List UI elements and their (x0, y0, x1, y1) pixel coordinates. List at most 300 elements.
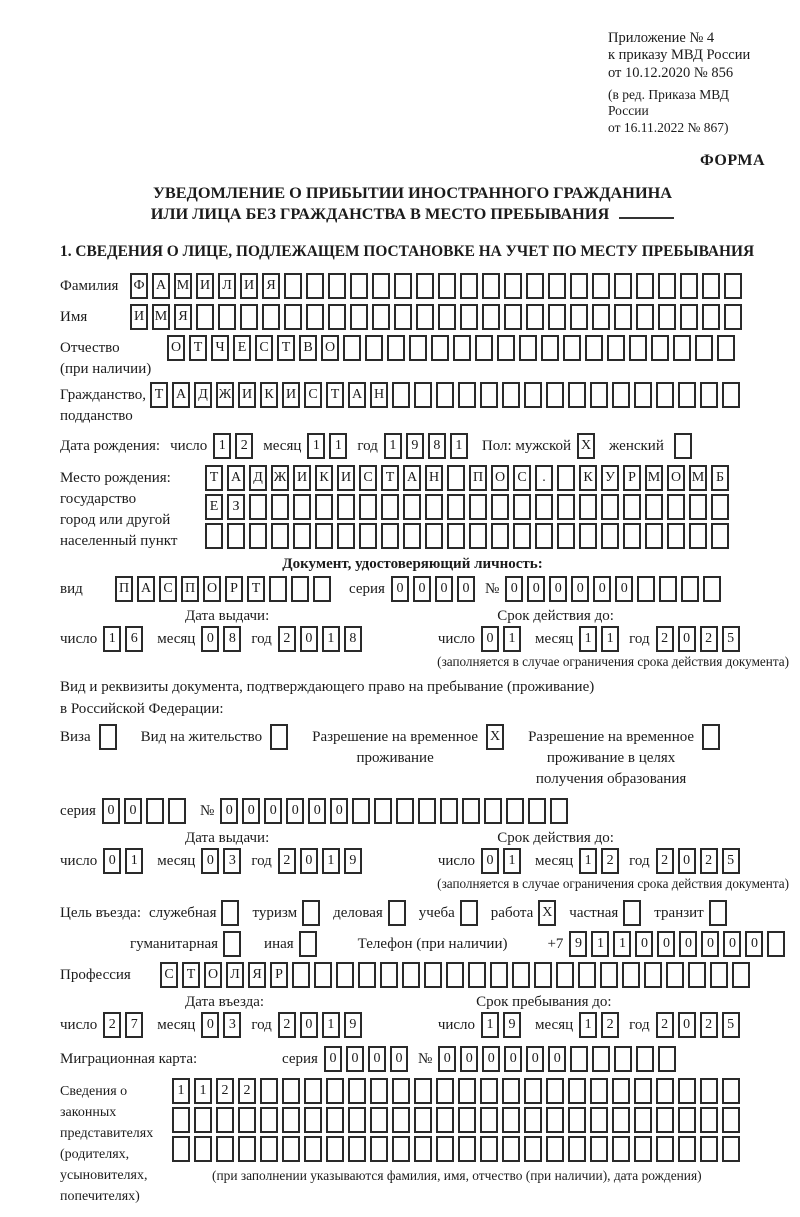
permit-number-cell[interactable]: 0 (308, 798, 326, 824)
surname-cell[interactable] (372, 273, 390, 299)
purpose-humanitarian-cell[interactable] (223, 931, 241, 957)
birth-place-cell[interactable] (337, 523, 355, 549)
citizenship-cell[interactable]: А (348, 382, 366, 408)
citizenship-cell[interactable] (634, 382, 652, 408)
given-name-cell[interactable] (614, 304, 632, 330)
birth-place-cell[interactable]: Е (205, 494, 223, 520)
purpose-work-cell[interactable]: X (538, 900, 556, 926)
birth-place-cell[interactable] (579, 523, 597, 549)
doc-number-cell[interactable]: 0 (527, 576, 545, 602)
representatives-cell[interactable] (634, 1136, 652, 1162)
entry-month-cell[interactable]: 3 (223, 1012, 241, 1038)
education-checkbox-cell[interactable] (702, 724, 720, 750)
birth-place-cell[interactable] (491, 494, 509, 520)
surname-cell[interactable] (680, 273, 698, 299)
doc-issue-month-cell[interactable]: 8 (223, 626, 241, 652)
representatives-cell[interactable] (568, 1107, 586, 1133)
birth-place-cell[interactable] (447, 494, 465, 520)
surname-cell[interactable] (548, 273, 566, 299)
stay-day-cell[interactable]: 1 (481, 1012, 499, 1038)
given-name-cell[interactable] (658, 304, 676, 330)
representatives-cell[interactable] (436, 1107, 454, 1133)
representatives-cell[interactable] (700, 1078, 718, 1104)
doc-number-cell[interactable]: 0 (549, 576, 567, 602)
birth-place-cell[interactable] (359, 523, 377, 549)
representatives-cell[interactable] (216, 1107, 234, 1133)
surname-cell[interactable] (482, 273, 500, 299)
birth-place-cell[interactable]: А (403, 465, 421, 491)
representatives-cell[interactable] (194, 1107, 212, 1133)
representatives-cell[interactable] (326, 1107, 344, 1133)
representatives-cell[interactable] (722, 1136, 740, 1162)
citizenship-cell[interactable]: И (238, 382, 256, 408)
birth-place-cell[interactable]: С (359, 465, 377, 491)
entry-year-cell[interactable]: 9 (344, 1012, 362, 1038)
patronymic-cell[interactable]: О (167, 335, 185, 361)
given-name-cell[interactable] (482, 304, 500, 330)
citizenship-cell[interactable] (414, 382, 432, 408)
migration-number-cell[interactable]: 0 (482, 1046, 500, 1072)
representatives-cell[interactable] (304, 1078, 322, 1104)
citizenship-cell[interactable]: Т (326, 382, 344, 408)
citizenship-cell[interactable] (568, 382, 586, 408)
migration-series-cell[interactable]: 0 (368, 1046, 386, 1072)
birth-place-cell[interactable] (601, 494, 619, 520)
doc-issue-year-cell[interactable]: 2 (278, 626, 296, 652)
representatives-cell[interactable] (678, 1136, 696, 1162)
doc-number-cell[interactable] (659, 576, 677, 602)
profession-cell[interactable] (468, 962, 486, 988)
doc-kind-cell[interactable] (291, 576, 309, 602)
birth-place-cell[interactable] (359, 494, 377, 520)
birth-place-cell[interactable] (557, 465, 575, 491)
citizenship-cell[interactable] (436, 382, 454, 408)
given-name-cell[interactable] (724, 304, 742, 330)
representatives-cell[interactable] (282, 1136, 300, 1162)
patronymic-cell[interactable]: О (321, 335, 339, 361)
profession-cell[interactable] (512, 962, 530, 988)
citizenship-cell[interactable] (480, 382, 498, 408)
birth-place-cell[interactable] (513, 523, 531, 549)
citizenship-cell[interactable] (612, 382, 630, 408)
birth-place-cell[interactable] (689, 523, 707, 549)
surname-cell[interactable] (438, 273, 456, 299)
migration-number-cell[interactable]: 0 (504, 1046, 522, 1072)
doc-issue-year-cell[interactable]: 0 (300, 626, 318, 652)
patronymic-cell[interactable]: Ч (211, 335, 229, 361)
surname-cell[interactable] (394, 273, 412, 299)
given-name-cell[interactable] (372, 304, 390, 330)
birth-place-cell[interactable] (249, 494, 267, 520)
surname-cell[interactable] (504, 273, 522, 299)
patronymic-cell[interactable] (695, 335, 713, 361)
permit-valid-year-cell[interactable]: 5 (722, 848, 740, 874)
birth-place-cell[interactable] (293, 523, 311, 549)
permit-number-cell[interactable] (528, 798, 546, 824)
doc-valid-year-cell[interactable]: 0 (678, 626, 696, 652)
permit-number-cell[interactable] (396, 798, 414, 824)
profession-cell[interactable] (314, 962, 332, 988)
birth-place-cell[interactable] (227, 523, 245, 549)
purpose-private-cell[interactable] (623, 900, 641, 926)
representatives-cell[interactable] (546, 1136, 564, 1162)
stay-year-cell[interactable]: 0 (678, 1012, 696, 1038)
given-name-cell[interactable] (636, 304, 654, 330)
birth-place-cell[interactable]: З (227, 494, 245, 520)
patronymic-cell[interactable] (431, 335, 449, 361)
representatives-cell[interactable] (238, 1107, 256, 1133)
patronymic-cell[interactable] (497, 335, 515, 361)
citizenship-cell[interactable] (722, 382, 740, 408)
doc-series-cell[interactable]: 0 (435, 576, 453, 602)
surname-cell[interactable] (460, 273, 478, 299)
representatives-cell[interactable] (656, 1078, 674, 1104)
birth-place-cell[interactable]: М (645, 465, 663, 491)
representatives-cell[interactable] (326, 1078, 344, 1104)
representatives-cell[interactable] (348, 1078, 366, 1104)
birth-place-cell[interactable] (381, 494, 399, 520)
birth-month-cell[interactable]: 1 (307, 433, 325, 459)
representatives-cell[interactable] (634, 1107, 652, 1133)
birth-place-cell[interactable] (469, 494, 487, 520)
representatives-cell[interactable] (546, 1107, 564, 1133)
representatives-cell[interactable] (700, 1136, 718, 1162)
representatives-cell[interactable] (458, 1107, 476, 1133)
representatives-cell[interactable] (480, 1078, 498, 1104)
patronymic-cell[interactable] (387, 335, 405, 361)
birth-place-cell[interactable]: П (469, 465, 487, 491)
doc-valid-month-cell[interactable]: 1 (601, 626, 619, 652)
permit-series-cell[interactable] (146, 798, 164, 824)
profession-cell[interactable] (446, 962, 464, 988)
birth-place-cell[interactable]: Т (205, 465, 223, 491)
citizenship-cell[interactable] (700, 382, 718, 408)
patronymic-cell[interactable] (629, 335, 647, 361)
doc-kind-cell[interactable] (313, 576, 331, 602)
representatives-cell[interactable] (700, 1107, 718, 1133)
entry-year-cell[interactable]: 2 (278, 1012, 296, 1038)
birth-place-cell[interactable] (535, 523, 553, 549)
representatives-cell[interactable] (392, 1078, 410, 1104)
profession-cell[interactable] (490, 962, 508, 988)
representatives-cell[interactable] (414, 1136, 432, 1162)
given-name-cell[interactable] (262, 304, 280, 330)
permit-number-cell[interactable] (506, 798, 524, 824)
doc-number-cell[interactable]: 0 (615, 576, 633, 602)
birth-place-cell[interactable]: Б (711, 465, 729, 491)
representatives-cell[interactable] (260, 1078, 278, 1104)
surname-cell[interactable]: А (152, 273, 170, 299)
profession-cell[interactable] (380, 962, 398, 988)
profession-cell[interactable] (336, 962, 354, 988)
patronymic-cell[interactable] (607, 335, 625, 361)
representatives-cell[interactable] (458, 1078, 476, 1104)
representatives-cell[interactable] (194, 1136, 212, 1162)
representatives-cell[interactable] (282, 1078, 300, 1104)
surname-cell[interactable] (350, 273, 368, 299)
stay-year-cell[interactable]: 2 (656, 1012, 674, 1038)
phone-digit-cell[interactable]: 0 (701, 931, 719, 957)
permit-number-cell[interactable]: 0 (286, 798, 304, 824)
given-name-cell[interactable] (240, 304, 258, 330)
permit-number-cell[interactable]: 0 (330, 798, 348, 824)
representatives-cell[interactable] (260, 1107, 278, 1133)
representatives-cell[interactable] (304, 1136, 322, 1162)
representatives-cell[interactable] (172, 1136, 190, 1162)
entry-day-cell[interactable]: 2 (103, 1012, 121, 1038)
birth-year-cell[interactable]: 8 (428, 433, 446, 459)
birth-place-cell[interactable] (249, 523, 267, 549)
birth-place-cell[interactable]: Д (249, 465, 267, 491)
birth-place-cell[interactable] (623, 494, 641, 520)
birth-place-cell[interactable]: Ж (271, 465, 289, 491)
stay-year-cell[interactable]: 2 (700, 1012, 718, 1038)
permit-number-cell[interactable] (440, 798, 458, 824)
profession-cell[interactable] (622, 962, 640, 988)
representatives-cell[interactable]: 1 (172, 1078, 190, 1104)
representatives-cell[interactable] (348, 1136, 366, 1162)
birth-place-cell[interactable] (337, 494, 355, 520)
given-name-cell[interactable]: Я (174, 304, 192, 330)
birth-place-cell[interactable] (293, 494, 311, 520)
patronymic-cell[interactable] (519, 335, 537, 361)
doc-kind-cell[interactable] (269, 576, 287, 602)
patronymic-cell[interactable]: С (255, 335, 273, 361)
surname-cell[interactable] (284, 273, 302, 299)
profession-cell[interactable]: Т (182, 962, 200, 988)
given-name-cell[interactable] (702, 304, 720, 330)
permit-series-cell[interactable] (168, 798, 186, 824)
birth-place-cell[interactable]: К (315, 465, 333, 491)
representatives-cell[interactable] (524, 1136, 542, 1162)
doc-series-cell[interactable]: 0 (391, 576, 409, 602)
birth-place-cell[interactable] (205, 523, 223, 549)
migration-number-cell[interactable] (636, 1046, 654, 1072)
birth-place-cell[interactable] (403, 523, 421, 549)
given-name-cell[interactable] (284, 304, 302, 330)
birth-place-cell[interactable] (579, 494, 597, 520)
representatives-cell[interactable] (546, 1078, 564, 1104)
birth-place-cell[interactable] (425, 523, 443, 549)
birth-year-cell[interactable]: 1 (384, 433, 402, 459)
representatives-cell[interactable]: 1 (194, 1078, 212, 1104)
representatives-cell[interactable] (524, 1107, 542, 1133)
citizenship-cell[interactable]: К (260, 382, 278, 408)
representatives-cell[interactable] (612, 1107, 630, 1133)
citizenship-cell[interactable]: Д (194, 382, 212, 408)
representatives-cell[interactable] (326, 1136, 344, 1162)
surname-cell[interactable]: Ф (130, 273, 148, 299)
entry-month-cell[interactable]: 0 (201, 1012, 219, 1038)
phone-digit-cell[interactable]: 0 (657, 931, 675, 957)
representatives-cell[interactable] (436, 1078, 454, 1104)
citizenship-cell[interactable] (392, 382, 410, 408)
representatives-cell[interactable] (590, 1136, 608, 1162)
representatives-cell[interactable] (414, 1107, 432, 1133)
given-name-cell[interactable] (680, 304, 698, 330)
given-name-cell[interactable] (416, 304, 434, 330)
birth-place-cell[interactable] (447, 523, 465, 549)
patronymic-cell[interactable]: Т (189, 335, 207, 361)
doc-number-cell[interactable]: 0 (505, 576, 523, 602)
surname-cell[interactable]: Л (218, 273, 236, 299)
given-name-cell[interactable] (306, 304, 324, 330)
citizenship-cell[interactable]: И (282, 382, 300, 408)
patronymic-cell[interactable] (541, 335, 559, 361)
representatives-cell[interactable] (656, 1136, 674, 1162)
permit-issue-year-cell[interactable]: 1 (322, 848, 340, 874)
permit-issue-day-cell[interactable]: 0 (103, 848, 121, 874)
doc-issue-month-cell[interactable]: 0 (201, 626, 219, 652)
birth-year-cell[interactable]: 9 (406, 433, 424, 459)
doc-valid-year-cell[interactable]: 2 (700, 626, 718, 652)
birth-place-cell[interactable]: Р (623, 465, 641, 491)
representatives-cell[interactable] (502, 1107, 520, 1133)
patronymic-cell[interactable] (717, 335, 735, 361)
representatives-cell[interactable] (172, 1107, 190, 1133)
representatives-cell[interactable] (392, 1136, 410, 1162)
birth-place-cell[interactable] (271, 494, 289, 520)
given-name-cell[interactable] (570, 304, 588, 330)
representatives-cell[interactable] (238, 1136, 256, 1162)
stay-month-cell[interactable]: 2 (601, 1012, 619, 1038)
birth-place-cell[interactable] (447, 465, 465, 491)
doc-valid-day-cell[interactable]: 0 (481, 626, 499, 652)
purpose-study-cell[interactable] (460, 900, 478, 926)
birth-place-cell[interactable] (601, 523, 619, 549)
doc-kind-cell[interactable]: А (137, 576, 155, 602)
surname-cell[interactable] (658, 273, 676, 299)
representatives-cell[interactable] (436, 1136, 454, 1162)
surname-cell[interactable] (570, 273, 588, 299)
entry-year-cell[interactable]: 1 (322, 1012, 340, 1038)
doc-number-cell[interactable] (703, 576, 721, 602)
given-name-cell[interactable] (328, 304, 346, 330)
female-checkbox-cell[interactable] (674, 433, 692, 459)
doc-issue-day-cell[interactable]: 6 (125, 626, 143, 652)
purpose-other-cell[interactable] (299, 931, 317, 957)
given-name-cell[interactable] (218, 304, 236, 330)
profession-cell[interactable]: Р (270, 962, 288, 988)
birth-place-cell[interactable]: И (293, 465, 311, 491)
permit-valid-day-cell[interactable]: 1 (503, 848, 521, 874)
representatives-cell[interactable] (370, 1078, 388, 1104)
permit-number-cell[interactable]: 0 (220, 798, 238, 824)
profession-cell[interactable] (666, 962, 684, 988)
birth-place-cell[interactable] (645, 494, 663, 520)
representatives-cell[interactable] (678, 1107, 696, 1133)
surname-cell[interactable] (328, 273, 346, 299)
migration-series-cell[interactable]: 0 (390, 1046, 408, 1072)
patronymic-cell[interactable] (563, 335, 581, 361)
citizenship-cell[interactable]: А (172, 382, 190, 408)
birth-place-cell[interactable]: С (513, 465, 531, 491)
permit-number-cell[interactable] (462, 798, 480, 824)
patronymic-cell[interactable] (475, 335, 493, 361)
doc-kind-cell[interactable]: П (181, 576, 199, 602)
birth-year-cell[interactable]: 1 (450, 433, 468, 459)
representatives-cell[interactable] (502, 1136, 520, 1162)
permit-number-cell[interactable] (484, 798, 502, 824)
representatives-cell[interactable] (260, 1136, 278, 1162)
surname-cell[interactable] (636, 273, 654, 299)
profession-cell[interactable]: О (204, 962, 222, 988)
given-name-cell[interactable] (526, 304, 544, 330)
birth-place-cell[interactable] (623, 523, 641, 549)
birth-place-cell[interactable] (425, 494, 443, 520)
permit-issue-year-cell[interactable]: 2 (278, 848, 296, 874)
doc-valid-day-cell[interactable]: 1 (503, 626, 521, 652)
patronymic-cell[interactable] (673, 335, 691, 361)
given-name-cell[interactable] (350, 304, 368, 330)
doc-kind-cell[interactable]: П (115, 576, 133, 602)
migration-number-cell[interactable]: 0 (438, 1046, 456, 1072)
patronymic-cell[interactable] (585, 335, 603, 361)
surname-cell[interactable]: М (174, 273, 192, 299)
birth-place-cell[interactable]: У (601, 465, 619, 491)
citizenship-cell[interactable]: Т (150, 382, 168, 408)
birth-place-cell[interactable] (271, 523, 289, 549)
citizenship-cell[interactable] (656, 382, 674, 408)
given-name-cell[interactable] (548, 304, 566, 330)
profession-cell[interactable] (556, 962, 574, 988)
profession-cell[interactable] (292, 962, 310, 988)
patronymic-cell[interactable]: Е (233, 335, 251, 361)
representatives-cell[interactable] (304, 1107, 322, 1133)
representatives-cell[interactable] (656, 1107, 674, 1133)
birth-place-cell[interactable] (557, 494, 575, 520)
birth-month-cell[interactable]: 1 (329, 433, 347, 459)
surname-cell[interactable] (526, 273, 544, 299)
phone-digit-cell[interactable]: 0 (723, 931, 741, 957)
doc-kind-cell[interactable]: О (203, 576, 221, 602)
birth-place-cell[interactable] (557, 523, 575, 549)
representatives-cell[interactable] (480, 1107, 498, 1133)
entry-year-cell[interactable]: 0 (300, 1012, 318, 1038)
birth-place-cell[interactable] (535, 494, 553, 520)
representatives-cell[interactable] (524, 1078, 542, 1104)
given-name-cell[interactable] (504, 304, 522, 330)
permit-valid-year-cell[interactable]: 2 (700, 848, 718, 874)
visa-checkbox-cell[interactable] (99, 724, 117, 750)
stay-year-cell[interactable]: 5 (722, 1012, 740, 1038)
doc-valid-year-cell[interactable]: 2 (656, 626, 674, 652)
profession-cell[interactable] (534, 962, 552, 988)
patronymic-cell[interactable] (343, 335, 361, 361)
migration-series-cell[interactable]: 0 (346, 1046, 364, 1072)
stay-month-cell[interactable]: 1 (579, 1012, 597, 1038)
permit-series-cell[interactable]: 0 (124, 798, 142, 824)
blank-underline[interactable] (619, 206, 674, 219)
permit-number-cell[interactable] (418, 798, 436, 824)
permit-number-cell[interactable] (550, 798, 568, 824)
surname-cell[interactable]: И (196, 273, 214, 299)
surname-cell[interactable]: Я (262, 273, 280, 299)
profession-cell[interactable] (600, 962, 618, 988)
profession-cell[interactable]: Я (248, 962, 266, 988)
migration-series-cell[interactable]: 0 (324, 1046, 342, 1072)
birth-place-cell[interactable] (381, 523, 399, 549)
representatives-cell[interactable] (568, 1136, 586, 1162)
migration-number-cell[interactable]: 0 (460, 1046, 478, 1072)
entry-day-cell[interactable]: 7 (125, 1012, 143, 1038)
given-name-cell[interactable] (592, 304, 610, 330)
permit-valid-year-cell[interactable]: 2 (656, 848, 674, 874)
representatives-cell[interactable] (348, 1107, 366, 1133)
representatives-cell[interactable] (480, 1136, 498, 1162)
doc-series-cell[interactable]: 0 (457, 576, 475, 602)
doc-kind-cell[interactable]: Р (225, 576, 243, 602)
